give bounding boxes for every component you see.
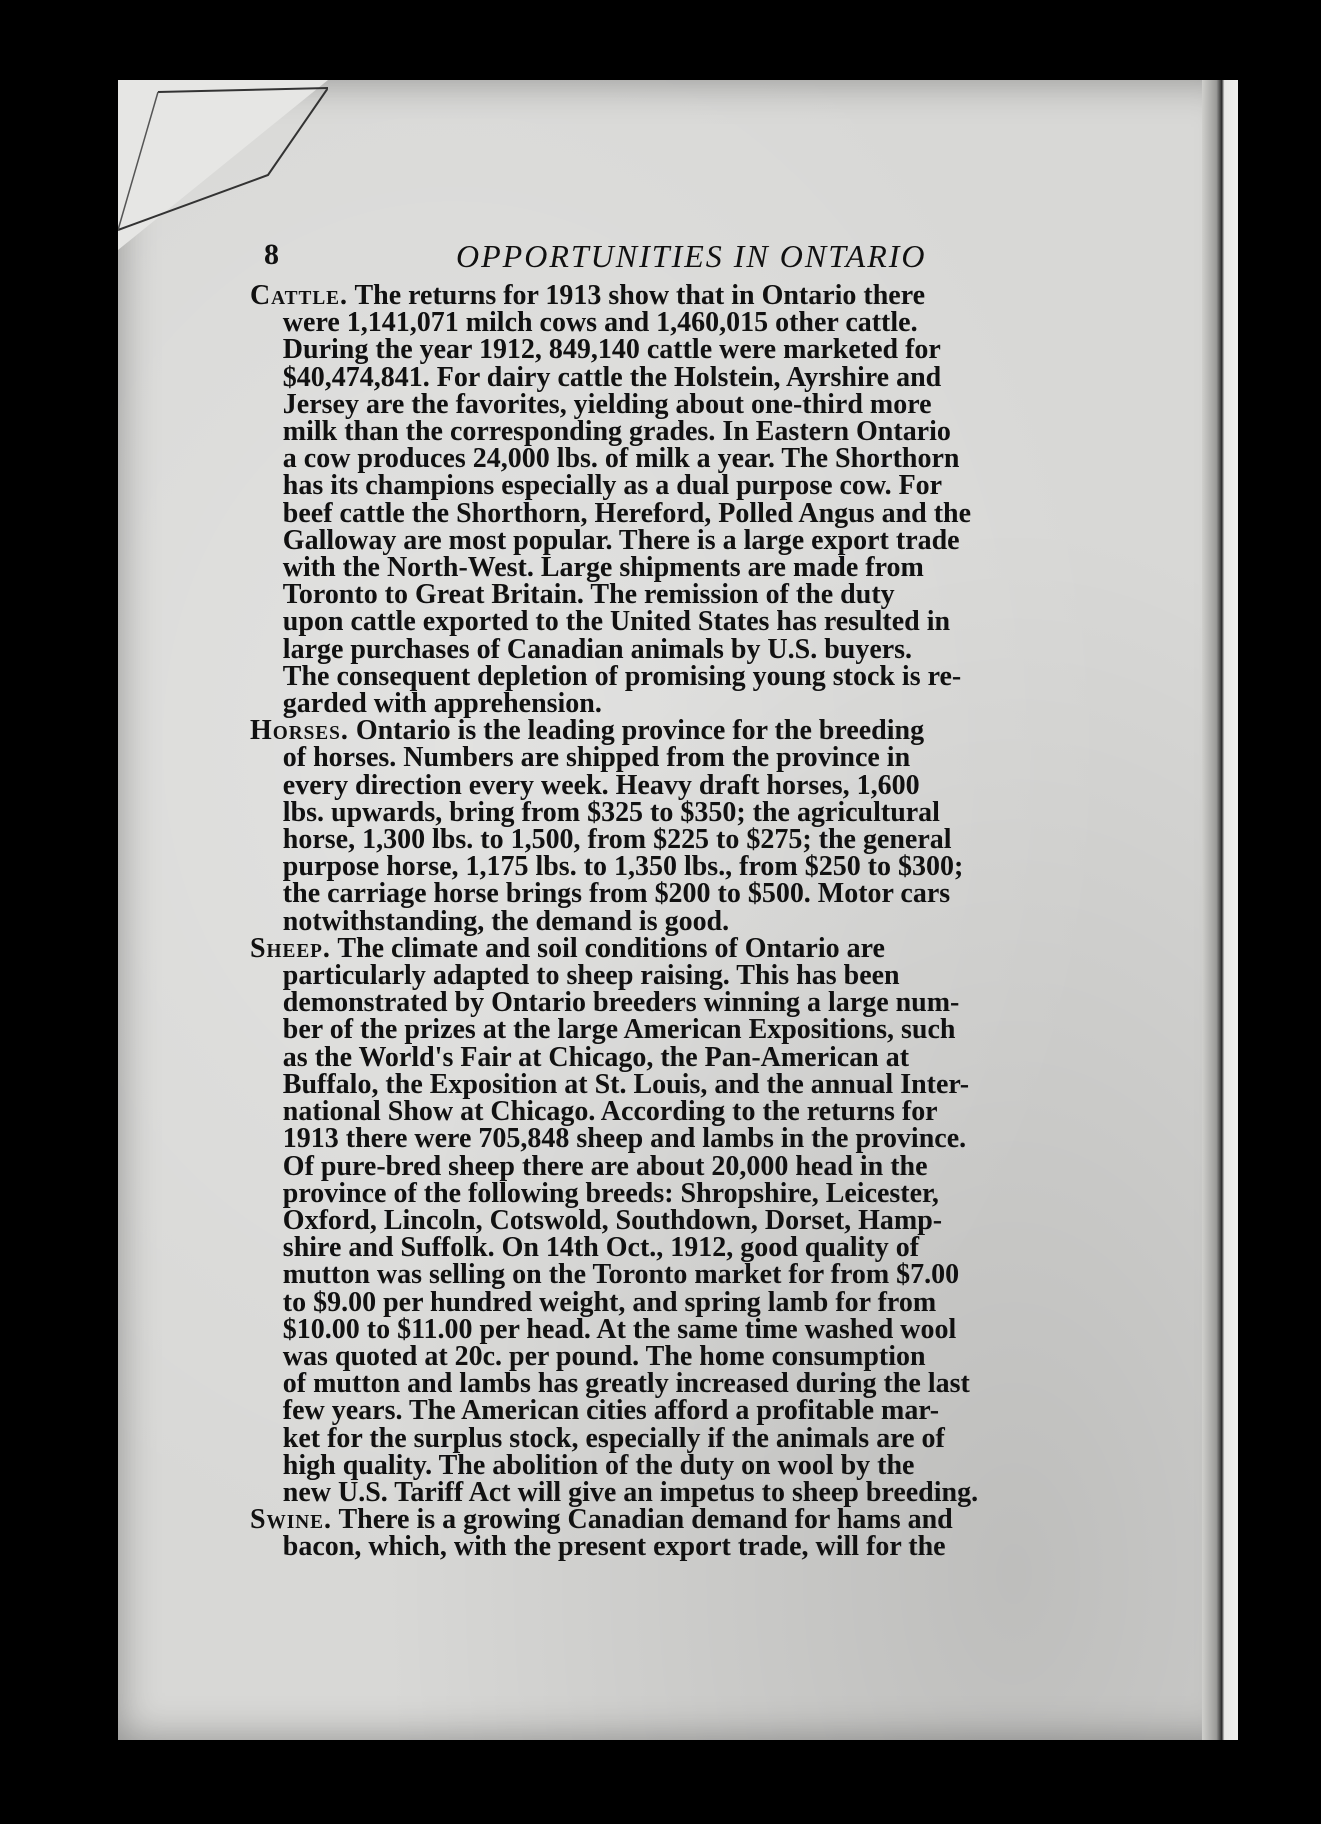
text-line: particularly adapted to sheep raising. This has been [282, 959, 900, 992]
text-line: ket for the surplus stock, especially if the animals are of [282, 1421, 945, 1454]
text-line: mutton was selling on the Toronto market for from $7.00 [282, 1258, 960, 1291]
page-number: 8 [264, 238, 279, 271]
text-line: high quality. The abolition of the duty on wool by the [282, 1448, 915, 1481]
text-line: Cattle. The returns for 1913 show that in Ontario there [250, 279, 926, 311]
text-line: every direction every week. Heavy draft horses, 1,600 [282, 768, 920, 801]
section-heading: Horses. [250, 714, 349, 747]
text-line: purpose horse, 1,175 lbs. to 1,350 lbs., from $250 to $300; [282, 850, 964, 883]
text-line: 1913 there were 705,848 sheep and lambs in the province. [282, 1122, 967, 1155]
text-line: During the year 1912, 849,140 cattle were marketed for [282, 333, 941, 366]
section-swine [250, 1503, 1119, 1563]
running-title: OPPORTUNITIES IN ONTARIO [456, 238, 927, 274]
next-page-edge [1202, 80, 1238, 1740]
text-line: lbs. upwards, bring from $325 to $350; the agricultural [282, 795, 940, 828]
text-line: few years. The American cities afford a profitable mar- [282, 1394, 940, 1427]
text-line: of horses. Numbers are shipped from the province in [282, 741, 911, 774]
section-cattle [250, 279, 1119, 720]
text-line: Horses. Ontario is the leading province for the breeding [250, 714, 925, 747]
text-line: Of pure-bred sheep there are about 20,000 head in the [282, 1149, 928, 1182]
text-line: beef cattle the Shorthorn, Hereford, Polled Angus and the [282, 496, 972, 529]
text-line: a cow produces 24,000 lbs. of milk a year. The Shorthorn [282, 442, 960, 475]
text-line: shire and Suffolk. On 14th Oct., 1912, good quality of [282, 1231, 920, 1264]
text-line: notwithstanding, the demand is good. [282, 904, 730, 937]
text-line: national Show at Chicago. According to the returns for [282, 1095, 938, 1128]
text-line: province of the following breeds: Shropshire, Leicester, [282, 1176, 939, 1209]
text-line: $40,474,841. For dairy cattle the Holstein, Ayrshire and [282, 360, 942, 393]
text-line: were 1,141,071 milch cows and 1,460,015 other cattle. [282, 306, 918, 339]
text-line: Jersey are the favorites, yielding about one-third more [282, 387, 932, 420]
text-line: demonstrated by Ontario breeders winning a large num- [282, 986, 960, 1019]
text-line: has its champions especially as a dual purpose cow. For [282, 469, 943, 502]
section-horses [250, 714, 1119, 937]
text-line: to $9.00 per hundred weight, and spring lamb for from [282, 1285, 937, 1318]
text-line: as the World's Fair at Chicago, the Pan-American at [282, 1040, 910, 1073]
text-line: large purchases of Canadian animals by U.S. buyers. [282, 632, 913, 665]
text-line: ber of the prizes at the large American Expositions, such [282, 1013, 956, 1046]
text-line: new U.S. Tariff Act will give an impetus to sheep breeding. [282, 1475, 979, 1508]
text-line: Toronto to Great Britain. The remission of the duty [282, 578, 895, 611]
text-line: Sheep. The climate and soil conditions of Ontario are [250, 931, 885, 964]
text-line: with the North-West. Large shipments are made from [282, 551, 924, 584]
text-line: The consequent depletion of promising young stock is re- [282, 659, 962, 692]
text-line: the carriage horse brings from $200 to $500. Motor cars [282, 877, 951, 910]
section-heading: Swine. [250, 1503, 332, 1536]
text-line: Oxford, Lincoln, Cotswold, Southdown, Dorset, Hamp- [282, 1203, 943, 1236]
text-line: upon cattle exported to the United States has resulted in [282, 605, 951, 638]
article-body [250, 279, 1119, 1563]
page-header [146, 238, 1006, 282]
text-line: garded with apprehension. [282, 687, 602, 720]
text-line: horse, 1,300 lbs. to 1,500, from $225 to $275; the general [282, 823, 952, 856]
section-heading: Sheep. [250, 931, 331, 964]
section-sheep [250, 931, 1119, 1508]
text-line: milk than the corresponding grades. In Eastern Ontario [282, 415, 951, 448]
folded-corner-icon [118, 80, 328, 250]
text-line: was quoted at 20c. per pound. The home consumption [282, 1339, 926, 1372]
text-line: $10.00 to $11.00 per head. At the same time washed wool [282, 1312, 957, 1345]
text-line: Swine. There is a growing Canadian demand for hams and [250, 1503, 953, 1536]
text-line: bacon, which, with the present export trade, will for the [282, 1530, 946, 1563]
text-line: of mutton and lambs has greatly increased during the last [282, 1367, 970, 1400]
text-line: Buffalo, the Exposition at St. Louis, and the annual Inter- [282, 1067, 970, 1100]
text-line: Galloway are most popular. There is a large export trade [282, 523, 960, 556]
section-heading: Cattle. [250, 279, 348, 311]
